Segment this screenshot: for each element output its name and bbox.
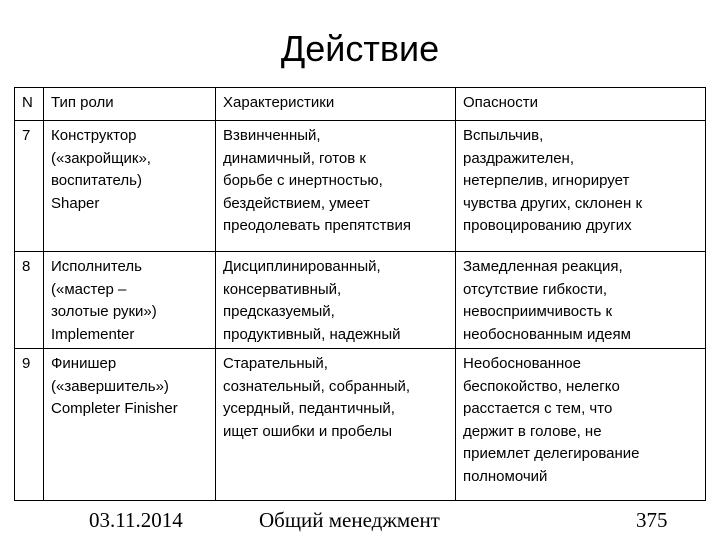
traits-cell (216, 252, 456, 349)
risks-line: расстается с тем, что (463, 400, 613, 417)
role-line: воспитатель) (51, 172, 142, 189)
table-row (15, 349, 706, 501)
role-line: Implementer (51, 325, 135, 343)
risks-line: чувства других, склонен к (463, 194, 643, 212)
traits-line: Дисциплинированный, (223, 258, 381, 275)
footer-date: 03.11.2014 (89, 508, 183, 532)
traits-line: бездействием, умеет (223, 194, 370, 212)
traits-line: сознательный, собранный, (223, 377, 411, 395)
traits-line: преодолевать препятствия (223, 217, 411, 234)
header-cell-dangers: Опасности (456, 88, 706, 121)
traits-line: Взвинченный, (223, 127, 321, 144)
footer-page-number: 375 (636, 508, 668, 532)
risks-line: необоснованным идеям (463, 325, 631, 343)
row-number-cell: 9 (15, 349, 44, 501)
traits-line: ищет ошибки и пробелы (223, 422, 393, 440)
risks-line: отсутствие гибкости, (463, 280, 608, 298)
traits-line: продуктивный, надежный (223, 325, 401, 343)
footer-course-title: Общий менеджмент (259, 508, 440, 532)
role-cell (44, 121, 216, 252)
traits-cell (216, 121, 456, 252)
table-row (15, 252, 706, 349)
traits-line: консервативный, (223, 280, 342, 298)
role-line: Исполнитель (51, 258, 142, 275)
header-cell-role-type: Тип роли (44, 88, 216, 121)
roles-table (14, 87, 706, 501)
traits-line: динамичный, готов к (223, 149, 366, 167)
traits-line: предсказуемый, (223, 303, 335, 320)
risks-line: держит в голове, не (463, 422, 602, 440)
traits-cell (216, 349, 456, 501)
table-row (15, 121, 706, 252)
role-cell (44, 252, 216, 349)
traits-line: борьбе с инертностью, (223, 172, 383, 189)
role-line: Финишер (51, 355, 117, 372)
traits-line: усердный, педантичный, (223, 400, 395, 417)
header-cell-n: N (15, 88, 44, 121)
risks-line: провоцированию других (463, 217, 632, 234)
risks-line: беспокойство, нелегко (463, 377, 620, 395)
risks-line: раздражителен, (463, 149, 575, 167)
slide-title: Действие (280, 28, 440, 69)
header-cell-characteristics: Характеристики (216, 88, 456, 121)
table-header-row (15, 88, 706, 121)
risks-line: полномочий (463, 467, 548, 485)
role-line: («завершитель») (51, 377, 169, 395)
role-line: Shaper (51, 194, 100, 212)
risks-cell (456, 349, 706, 501)
risks-line: приемлет делегирование (463, 445, 640, 462)
role-cell (44, 349, 216, 501)
risks-line: Замедленная реакция, (463, 258, 623, 275)
role-line: золотые руки») (51, 303, 157, 320)
traits-line: Старательный, (223, 355, 328, 372)
role-line: («мастер – (51, 280, 127, 298)
risks-cell (456, 252, 706, 349)
risks-cell (456, 121, 706, 252)
risks-line: невосприимчивость к (463, 303, 613, 320)
risks-line: Необоснованное (463, 355, 581, 372)
role-line: Completer Finisher (51, 400, 178, 417)
role-line: Конструктор (51, 127, 137, 144)
row-number-cell: 8 (15, 252, 44, 349)
risks-line: нетерпелив, игнорирует (463, 172, 630, 189)
risks-line: Вспыльчив, (463, 127, 544, 144)
role-line: («закройщик», (51, 149, 151, 167)
row-number-cell: 7 (15, 121, 44, 252)
